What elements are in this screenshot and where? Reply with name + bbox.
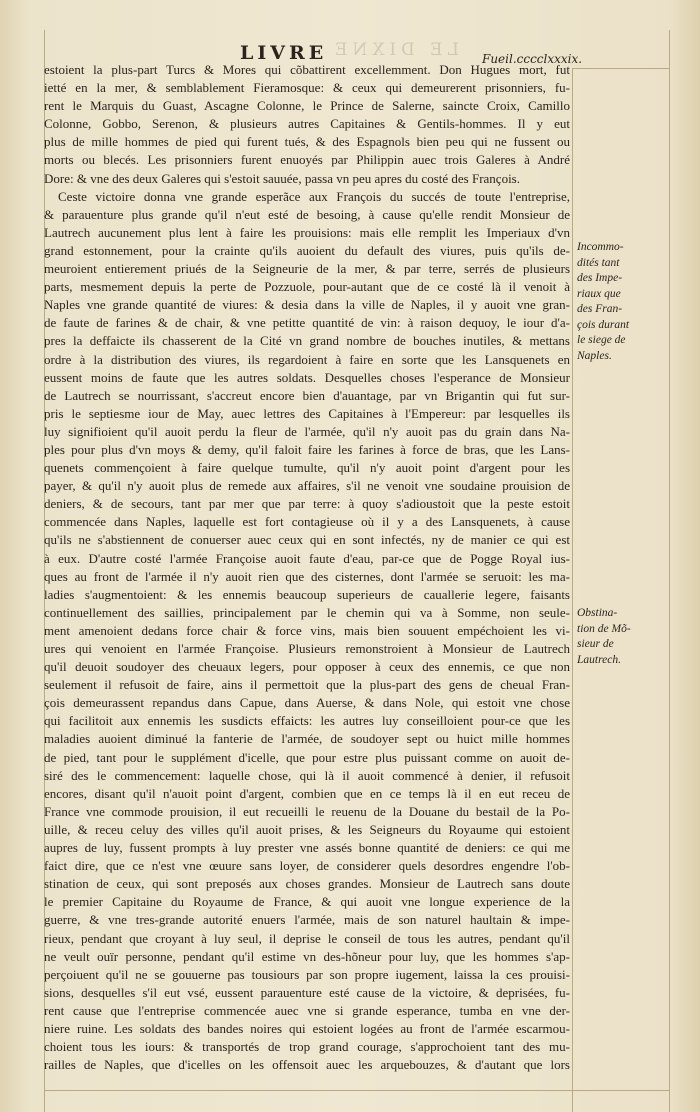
text-line: continuellement des saillies, principalement par le chemin qui va à Somme, non seule- [44,604,570,620]
text-line: ladies s'augmentoient: & les ennemis beaucoup superieurs de cauallerie legere, faisants [44,586,570,602]
text-line: rieux, pendant que croyant à luy seul, il deprise le conseil de tous les autres, pendant qu'il [44,930,570,946]
text-line: pris le septiesme iour de May, auec lettres des Capitaines à l'Empereur: par lesquelles ils [44,405,570,421]
text-line: de faute de farines & de chair, & vne petitte quantité de vin: à raison dequoy, le iour d'a- [44,315,570,331]
text-line: sions, desquelles s'il eut vsé, eussent parauenture esté cause de la victoire, & deprisées, fu- [44,984,570,1000]
text-line: ples pour plus d'vn moys & demy, qu'il faloit faire les farines à force de bras, que les Lans- [44,441,570,457]
text-line: encores, disant qu'il n'auoit point d'argent, combien que en ce temps là il en eut receu de [44,785,570,801]
bottom-rule [44,1090,669,1091]
margin-note-line: çois durant [577,318,630,331]
text-line: de Lautrech se nourrissant, s'accreut encore bien d'auantage, par vn Brigantin qui fut sur- [44,387,570,403]
text-line: seulement il refusoit de faire, ains il permettoit que la plus-part des gens de cheual Fran- [44,677,570,693]
header-rule [572,68,669,69]
text-line: ne veult ouïr personne, pendant qu'il estime vn des-hõneur pour luy, que les hommes s'ap- [44,948,570,964]
text-line: maladies auoient diminué la fanterie de l'armée, de soudoyer sept ou huict mille hommes [44,731,570,747]
text-line: stination de ceux, qui sont preposés aux choses grandes. Monsieur de Lautrech sans doute [44,876,570,892]
text-line: railles de Naples, que d'icelles on les offensoit auec les arquebouzes, & d'autant que lors [44,1057,570,1073]
margin-note-line: dités tant [577,256,620,269]
text-line: guerre, & vne tres-grande autorité enuers l'armée, mais de son naturel haultain & impe- [44,912,570,928]
text-line: ment amenoient dedans force chair & force vins, mais bien souuent empéchoient les vi- [44,622,570,638]
text-line: Lautrech aucunement plus lent à faire les prouisions: mais elle remplit les Imperiaux d'vn [44,224,570,240]
text-line: estoient la plus-part Turcs & Mores qui cõbattirent excellemment. Don Hugues mort, fut [44,62,570,77]
text-line: eussent moins de faute que les autres soldats. Desquelles choses l'esperance de Monsieur [44,369,570,385]
text-line: rent cause que l'entreprise commencée auec vne si grande esperance, tumba en vne der- [44,1002,570,1018]
text-line: parts, mesmement depuis la perte de Pozzuole, pour-autant que de ce costé là il venoit à [44,279,570,295]
margin-note-line: riaux que [577,287,621,300]
text-line: commencée dans Naples, laquelle est fort contagieuse où il y a des Lansquenets, à cause [44,514,570,530]
text-line: le premier Capitaine du Royaume de France, & qui auoit vne longue experience de la [44,894,570,910]
main-text-column [44,61,570,1074]
text-line: deniers, & de secours, tant par mer que par terre: à quoy s'adioustoit que la peste estoit [44,496,570,512]
margin-note-line: tion de Mõ- [577,622,631,635]
text-line: à eux. D'autre costé l'armée Françoise auoit faute d'eau, par-ce que de Pogge Royal ius- [44,550,570,566]
text-line: qui facilitoit aux ennemis les susdicts effaicts: les autres luy conseilloient pour-ce que les [44,713,570,729]
text-line: siré des le commencement: laquelle chose, qui là il auoit commencé à denier, il refusoit [44,767,570,783]
text-line: & parauenture plus grande qu'il n'eut esté de besoing, à cause qu'elle rendit Monsieur de [44,206,570,222]
margin-note-line: Lautrech. [577,653,621,666]
text-line: Dore: & vne des deux Galeres qui s'estoit sauuée, passa vn peu apres du costé des François. [44,170,520,186]
right-margin-rule [669,30,670,1112]
text-line: niere ruine. Les soldats des bandes noires qui estoient logées au front de l'armée escarmou- [44,1020,570,1036]
text-line: qu'il deuoit soudoyer des cheuaux legers, pour opposer à ceux des ennemis, ce que non [44,659,570,675]
margin-note-line: le siege de [577,334,626,346]
text-line: luy signifioient qu'il auoit perdu la fleur de l'armée, qu'il n'y auoit pas du grain dans Na- [44,423,570,439]
text-line: France vne commode prouision, il eut recueilli le reuenu de la Douane du bestail de la Po- [44,803,570,819]
margin-note-line: Naples. [577,349,612,362]
text-line: ques au front de l'armée il n'y auoit rien que des cisternes, dont l'armée se seruoit: les ma- [44,568,570,584]
text-line: ietté en la mer, & semblablement Fieramosque: & ceux qui demeurerent prisonniers, fu- [44,80,570,96]
text-line: quenets commençoient à faire quelque tumulte, qu'il n'y auoit point d'argent pour les [44,460,570,476]
text-line: Naples vne grande quantité de viures: & desia dans la ville de Naples, il y auoit vne gran- [44,297,570,313]
margin-note-line: Obstina- [577,607,618,619]
text-line: rent le Marquis du Guast, Ascagne Colonne, le Prince de Salerne, saincte Croix, Camillo [44,98,570,114]
margin-note-line: des Impe- [577,272,623,284]
text-line: Colonne, Gobbo, Serenon, & plusieurs autres Capitaines & Gentils-hommes. Il y eut [44,116,570,132]
text-line: çois demeurassent repandus dans Capue, dans Auerse, & dans Nole, qui estoit vne chose [44,695,570,711]
bleed-through-text: LE DIXNE [330,40,459,60]
text-line: perçoiuent qu'il ne se gouuerne pas tousiours par son propre iugement, laissa la ces prouisi- [44,966,570,982]
margin-note-line: Incommo- [577,241,624,253]
text-line: de pied, tant pour le supplément d'icelle, que pour estre plus puissant comme on auoit de- [44,749,570,765]
margin-note-obstination [577,606,667,668]
text-line: payer, & qu'il n'y auoit plus de remede aux affaires, s'il ne venoit vne soudaine prouision de [44,478,570,494]
margin-note-line: des Fran- [577,303,623,315]
text-column-rule [572,68,573,1112]
margin-note-line: sieur de [577,638,614,650]
text-line: qu'ils ne s'abstiennent de conuerser auec ceux qui en sont infectés, ny de manier ce qui est [44,532,570,548]
text-line: meuroient entierement priués de la Seigneurie de la mer, & par terre, serrés de plusieurs [44,261,570,277]
text-line: choient tous les iours: & transportés de trop grand courage, s'approchoient tant des mu- [44,1039,570,1055]
text-line: grand estonnement, pour la crainte qu'ils auoient du default des viures, puis qu'ils de- [44,242,570,258]
text-line: pres la deffaicte ils chasserent de la Cité vn grand nombre de bouches inutiles, & mettans [44,333,570,349]
text-line: Ceste victoire donna vne grande esperãce aux François du succés de toute l'entreprise, [58,188,570,204]
text-line: ordre à la distribution des viures, ils regardoient à faire en sorte que les Lansquenets en [44,351,570,367]
margin-note-incommodites [577,240,667,364]
text-line: plus de mille hommes de pied qui furent tués, & des Espagnols bien peu qui ne fussent ou [44,134,570,150]
folio-number: Fueil.cccclxxxix. [482,52,583,66]
text-line: faict dire, que ce n'est vne œuure sans loyer, de considerer quels desordres engendre l'ob- [44,858,570,874]
running-title: LIVRE [240,42,328,64]
text-line: aupres de luy, fussent prompts à luy prester vne assés bonne quantité de deniers: ce qui me [44,840,570,856]
text-line: ures qui venoient en l'armée Françoise. Plusieurs remonstroient à Monsieur de Lautrech [44,641,570,656]
text-line: morts ou blecés. Les prisonniers furent enuoyés par Philippin auec trois Galeres à André [44,152,570,168]
text-line: uille, & receu celuy des villes qu'il auoit prises, & les Seigneurs du Royaume qui estoient [44,821,570,837]
